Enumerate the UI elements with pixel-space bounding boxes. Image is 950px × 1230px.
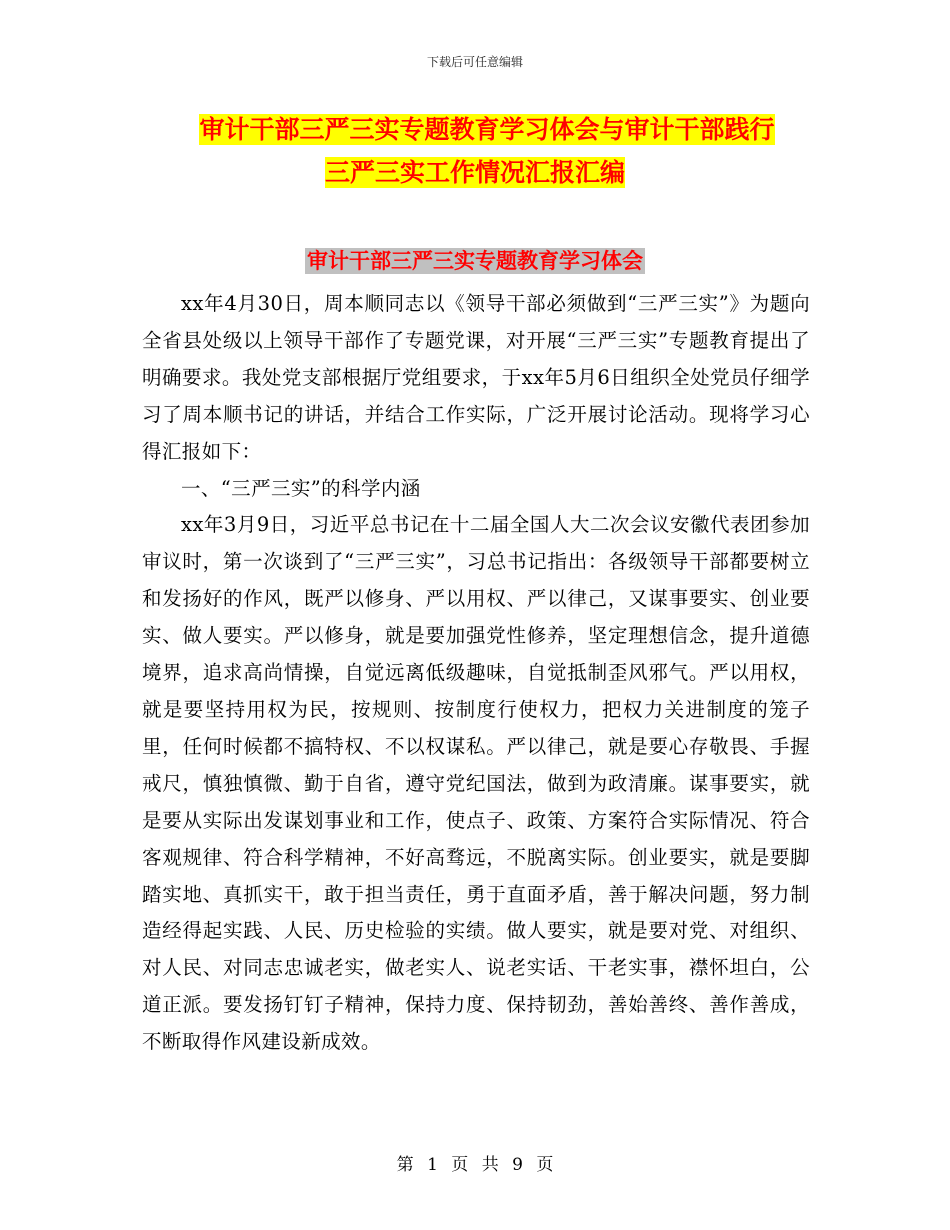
section-heading xyxy=(0,246,950,276)
page-number-footer: 第 1 页 共 9 页 xyxy=(396,1155,554,1175)
document-title-line-1-text: 审计干部三严三实专题教育学习体会与审计干部践行 xyxy=(199,115,775,144)
document-title-line-2 xyxy=(0,157,950,189)
paragraph-subheading: 一、“三严三实”的科学内涵 xyxy=(181,476,421,500)
paragraph-main: xx年3月9日，习近平总书记在十二届全国人大二次会议安徽代表团参加审议时，第一次谈到了“三严三实”，习总书记指出：各级领导干部都要树立和发扬好的作风，既严以修身、严以用权、严以律己，又谋事要实、创业要实、做人要实。严以修身，就是要加强党性修养，坚定理想信念，提升道德境界，追求高尚情操，自觉远离低级趣味，自觉抵制歪风邪气。严以用权，就是要坚持用权为民，按规则、按制度行使权力，把权力关进制度的笼子里，任何时候都不搞特权、不以权谋私。严以律己，就是要心存敬畏、手握戒尺，慎独慎微、勤于自省，遵守党纪国法，做到为政清廉。谋事要实，就是要从实际出发谋划事业和工作，使点子、政策、方案符合实际情况、符合客观规律、符合科学精神，不好高骛远，不脱离实际。创业要实，就是要脚踏实地、真抓实干，敢于担当责任，勇于直面矛盾，善于解决问题，努力制造经得起实践、人民、历史检验的实绩。做人要实，就是要对党、对组织、对人民、对同志忠诚老实，做老实人、说老实话、干老实事，襟怀坦白，公道正派。要发扬钉钉子精神，保持力度、保持韧劲，善始善终、善作善成，不断取得作风建设新成效。 xyxy=(142,513,810,1054)
document-title-line-2-text: 三严三实工作情况汇报汇编 xyxy=(324,158,625,187)
section-heading-text: 审计干部三严三实专题教育学习体会 xyxy=(307,249,643,273)
document-body xyxy=(142,286,810,1061)
header-note: 下载后可任意编辑 xyxy=(426,55,523,69)
document-title-line-1 xyxy=(0,114,950,146)
paragraph-intro: xx年4月30日，周本顺同志以《领导干部必须做到“三严三实”》为题向全省县处级以上领导干部作了专题党课，对开展“三严三实”专题教育提出了明确要求。我处党支部根据厅党组要求，于xx年5月6日组织全处党员仔细学习了周本顺书记的讲话，并结合工作实际，广泛开展讨论活动。现将学习心得汇报如下： xyxy=(142,292,810,463)
